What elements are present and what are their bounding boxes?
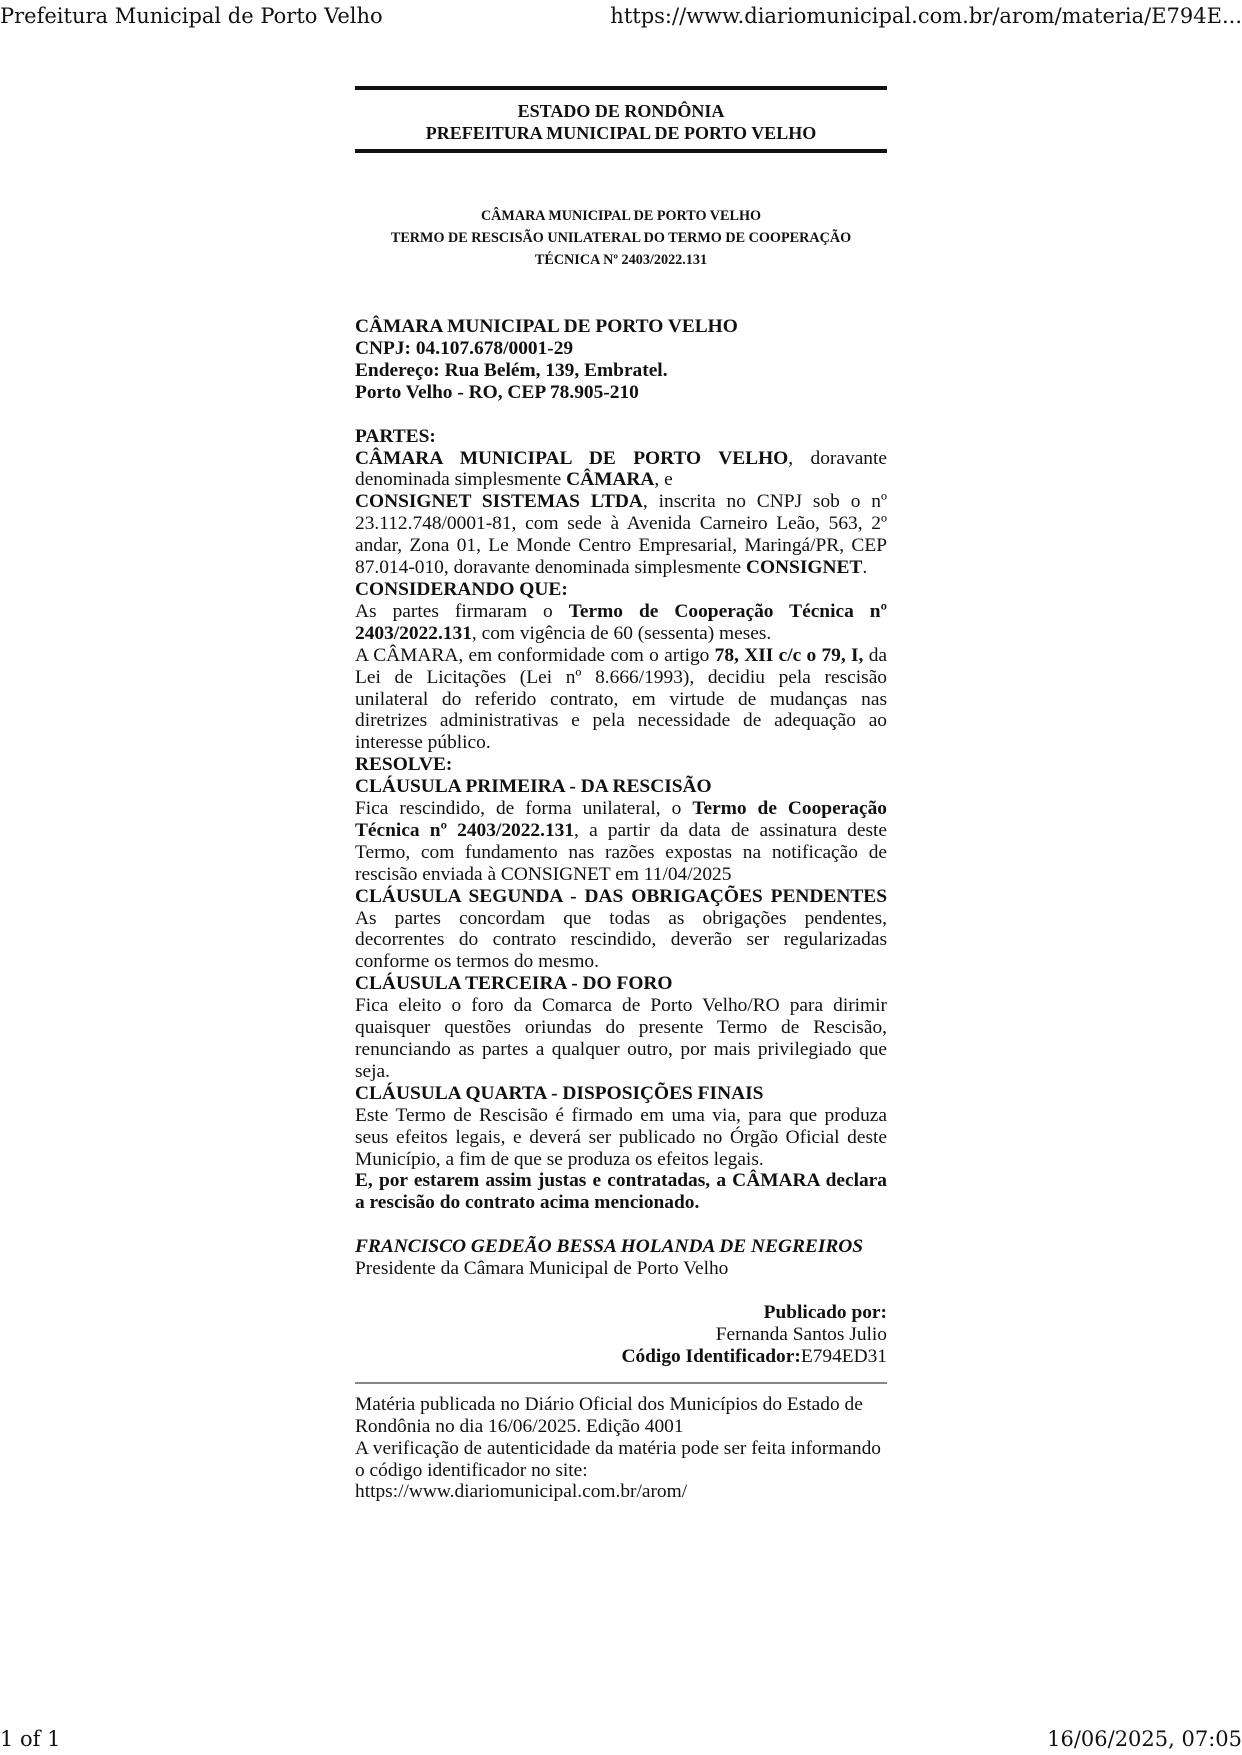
- considering-section: [355, 579, 887, 754]
- resolves-heading: RESOLVE:: [355, 754, 453, 776]
- document-title-line: CÂMARA MUNICIPAL DE PORTO VELHO: [480, 208, 762, 224]
- clause-3-title: CLÁUSULA TERCEIRA - DO FORO: [355, 973, 673, 995]
- considering-paragraph-2: [355, 645, 887, 755]
- address-block: [355, 316, 887, 404]
- text-run-bold: Termo de Cooperação Técnica nº 2403/2022.131: [355, 798, 887, 841]
- closing-statement: E, por estarem assim justas e contratadas, a CÂMARA declara a rescisão do contrato acima mencionado.: [355, 1170, 887, 1214]
- document-title-line: TÉCNICA Nº 2403/2022.131: [534, 252, 708, 268]
- text-run: A CÂMARA, em conformidade com o artigo: [355, 644, 715, 666]
- clause-2-title-wrap: [355, 886, 887, 908]
- text-run: da Lei de Licitações (Lei nº 8.666/1993), decidiu pela rescisão unilateral do referido contrato, em virtude de mudanças nas diretrizes administrativas e pela necessidade de adequação ao interesse público.: [355, 644, 888, 754]
- prefecture-name: PREFEITURA MUNICIPAL DE PORTO VELHO: [425, 123, 817, 143]
- address-name: CÂMARA MUNICIPAL DE PORTO VELHO: [355, 316, 738, 337]
- party-2: [355, 491, 887, 579]
- footer-rule: [355, 1382, 887, 1384]
- print-header-title: Prefeitura Municipal de Porto Velho: [0, 4, 383, 28]
- publication-note: [355, 1394, 887, 1504]
- clause-4-text: Este Termo de Rescisão é firmado em uma via, para que produza seus efeitos legais, e deverá ser publicado no Órgão Oficial deste Município, a fim de que se produza os efeitos legais.: [355, 1104, 887, 1170]
- page-count: 1 of 1: [0, 1727, 61, 1751]
- party-1-end: , e: [654, 469, 673, 491]
- print-header: [0, 0, 1242, 32]
- signature-block: [355, 1236, 887, 1280]
- text-run-bold: 78, XII c/c o 79, I,: [714, 644, 864, 666]
- clause-2-text: As partes concordam que todas as obrigações pendentes, decorrentes do contrato rescindido, deverão ser regularizadas conforme os termos do mesmo.: [355, 907, 887, 973]
- state-header: [355, 90, 887, 149]
- party-2-text: , inscrita no CNPJ sob o nº 23.112.748/0001-81, com sede à Avenida Carneiro Leão, 563, 2º andar, Zona 01, Le Monde Centro Empresarial, Maringá/PR, CEP 87.014-010, doravante denominada simplesmente: [355, 491, 887, 579]
- parties-section: [355, 426, 887, 579]
- print-timestamp: 16/06/2025, 07:05: [1047, 1727, 1242, 1751]
- published-label: Publicado por:: [763, 1302, 887, 1324]
- address-cnpj: CNPJ: 04.107.678/0001-29: [355, 337, 574, 359]
- party-2-end: .: [862, 557, 868, 579]
- identifier-code-label: Código Identificador:: [621, 1345, 801, 1367]
- print-footer: [0, 1723, 1242, 1755]
- resolves-section: [355, 754, 887, 1214]
- text-run: , a partir da data de assinatura deste Termo, com fundamento nas razões expostas na notificação de rescisão enviada à CONSIGNET em 11/04/2025: [355, 819, 887, 885]
- header-bottom-rule: [355, 149, 887, 153]
- address-city: Porto Velho - RO, CEP 78.905-210: [355, 381, 639, 403]
- clause-1-title: CLÁUSULA PRIMEIRA - DA RESCISÃO: [355, 776, 712, 798]
- party-1-alias: CÂMARA: [566, 469, 655, 491]
- document-body: [355, 86, 887, 1503]
- considering-paragraph-1: [355, 601, 887, 645]
- publication-note-line: A verificação de autenticidade da matéria pode ser feita informando o código identificador no site:: [355, 1437, 881, 1481]
- document-title: [355, 205, 887, 271]
- verification-url: https://www.diariomunicipal.com.br/arom/: [355, 1481, 688, 1503]
- print-header-url: https://www.diariomunicipal.com.br/arom/materia/E794E...: [610, 4, 1242, 28]
- clause-3-text: Fica eleito o foro da Comarca de Porto Velho/RO para dirimir quaisquer questões oriundas do presente Termo de Rescisão, renunciando as partes a qualquer outro, por mais privilegiado que seja.: [355, 995, 887, 1082]
- party-2-alias: CONSIGNET: [745, 557, 863, 579]
- text-run: Fica rescindido, de forma unilateral, o: [355, 798, 693, 820]
- signatory-name: FRANCISCO GEDEÃO BESSA HOLANDA DE NEGREIROS: [355, 1236, 864, 1258]
- text-run: As partes firmaram o: [355, 600, 569, 622]
- clause-1-text: [355, 798, 887, 886]
- parties-heading: PARTES:: [355, 425, 436, 447]
- party-1-text: , doravante denominada simplesmente: [355, 447, 887, 491]
- address-street: Endereço: Rua Belém, 139, Embratel.: [355, 359, 668, 381]
- considering-heading: CONSIDERANDO QUE:: [355, 578, 568, 600]
- signatory-role: Presidente da Câmara Municipal de Porto Velho: [355, 1258, 729, 1280]
- party-2-name: CONSIGNET SISTEMAS LTDA: [355, 491, 643, 513]
- party-1-name: CÂMARA MUNICIPAL DE PORTO VELHO: [355, 447, 789, 469]
- text-run-bold: Termo de Cooperação Técnica nº 2403/2022.131: [355, 600, 887, 644]
- document-title-line: TERMO DE RESCISÃO UNILATERAL DO TERMO DE COOPERAÇÃO: [390, 230, 852, 246]
- publication-note-line: Matéria publicada no Diário Oficial dos Municípios do Estado de Rondônia no dia 16/06/2025. Edição 4001: [355, 1393, 863, 1437]
- published-by-block: [355, 1302, 887, 1368]
- identifier-code: [355, 1346, 887, 1368]
- party-1: [355, 448, 887, 492]
- text-run: , com vigência de 60 (sessenta) meses.: [471, 622, 772, 644]
- state-name: ESTADO DE RONDÔNIA: [517, 101, 725, 121]
- clause-4-title: CLÁUSULA QUARTA - DISPOSIÇÕES FINAIS: [355, 1082, 764, 1104]
- identifier-code-value: E794ED31: [800, 1345, 887, 1367]
- publisher-name: Fernanda Santos Julio: [715, 1323, 887, 1345]
- clause-2-title: CLÁUSULA SEGUNDA - DAS OBRIGAÇÕES PENDENTES: [355, 885, 887, 907]
